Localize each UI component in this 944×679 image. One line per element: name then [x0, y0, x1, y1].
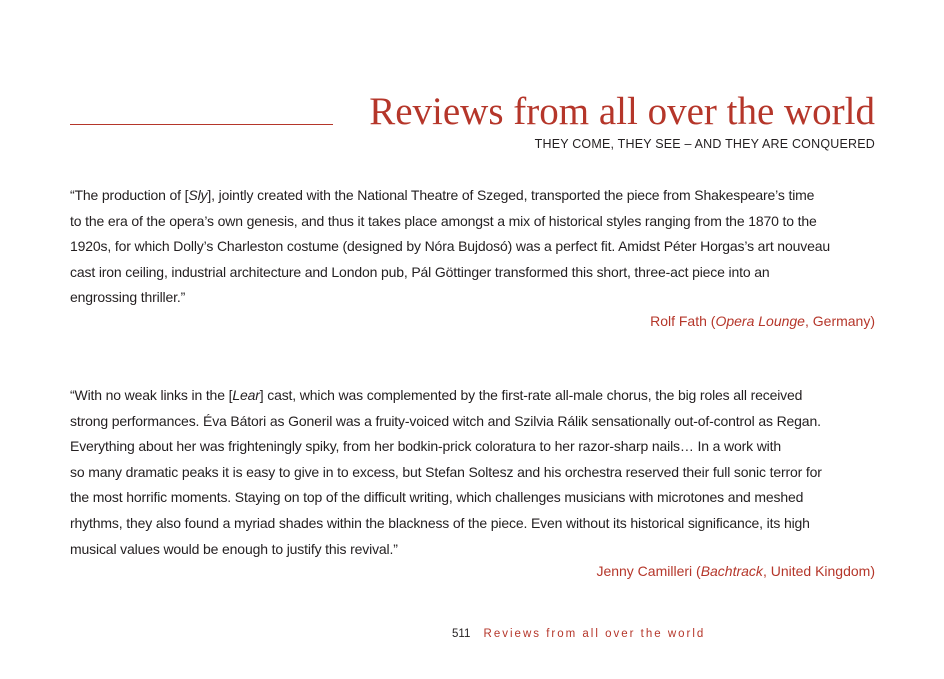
review-line: Everything about her was frighteningly spiky, from her bodkin-prick coloratura to her razor-sharp nails… In a work with — [70, 438, 781, 455]
review-line: to the era of the opera’s own genesis, and thus it takes place amongst a mix of historical styles ranging from the 1870 to the — [70, 212, 817, 229]
review-quote-1 — [70, 183, 875, 311]
running-title: Reviews from all over the world — [483, 628, 706, 640]
review-line: “With no weak links in the [Lear] cast, which was complemented by the first-rate all-male chorus, the big roles all received — [70, 387, 803, 403]
review-line: the most horrific moments. Staying on top of the difficult writing, which challenges musicians with microtones and meshed — [70, 489, 804, 506]
title-rule — [70, 124, 333, 125]
review-line: engrossing thriller.” — [70, 289, 186, 306]
review-line: musical values would be enough to justify this revival.” — [70, 540, 398, 557]
review-attribution-2: Jenny Camilleri (Bachtrack, United Kingdom) — [596, 563, 875, 579]
review-attribution-1: Rolf Fath (Opera Lounge, Germany) — [650, 313, 875, 329]
review-line: rhythms, they also found a myriad shades within the blackness of the piece. Even without its historical significance, its high — [70, 514, 810, 531]
page-subtitle: THEY COME, THEY SEE – AND THEY ARE CONQUERED — [534, 137, 875, 151]
review-quote-2 — [70, 383, 875, 562]
review-line: strong performances. Éva Bátori as Goneril was a fruity-voiced witch and Szilvia Rálik sensationally out-of-control as Regan. — [70, 412, 821, 429]
page-title: Reviews from all over the world — [369, 90, 875, 133]
page-number: 511 — [452, 628, 471, 640]
review-line: cast iron ceiling, industrial architecture and London pub, Pál Göttinger transformed this short, three-act piece into an — [70, 263, 770, 280]
review-line: so many dramatic peaks it is easy to give in to excess, but Stefan Soltesz and his orchestra reserved their full sonic terror for — [70, 463, 822, 480]
review-line: “The production of [Sly], jointly created with the National Theatre of Szeged, transported the piece from Shakespeare’s time — [70, 187, 815, 203]
page-footer — [452, 628, 705, 640]
review-line: 1920s, for which Dolly’s Charleston costume (designed by Nóra Bujdosó) was a perfect fit. Amidst Péter Horgas’s art nouveau — [70, 238, 830, 255]
